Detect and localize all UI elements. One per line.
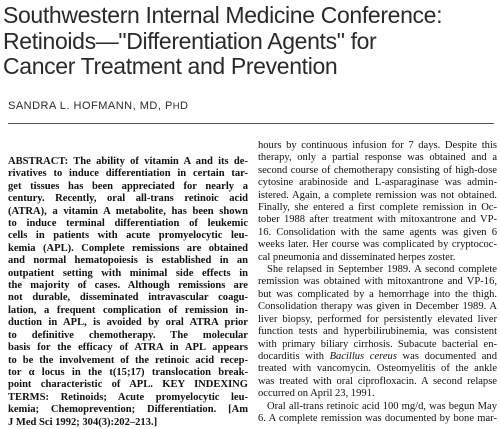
body-line-text: Oral all-trans retinoic acid 100 mg/d, was begun May bbox=[267, 400, 497, 412]
article-title bbox=[3, 3, 497, 80]
body-line: second course of chemotherapy consisting of high-dose bbox=[258, 164, 497, 176]
abstract-line: tor α locus in the t(15;17) translocation break- bbox=[8, 366, 248, 378]
body-line: treated with vancomycin. Osteomyelitis of the ankle bbox=[258, 363, 497, 375]
body-line: remission was obtained with mitoxantrone and VP-16, bbox=[258, 276, 497, 288]
abstract-line: outpatient setting with minimal side effects in bbox=[8, 267, 248, 279]
abstract-line: get tissues has been appreciated for nearly a bbox=[8, 180, 248, 192]
abstract-line: to be the involvement of the retinoic acid recep- bbox=[8, 354, 248, 366]
abstract-line: to induce terminal differentiation of leukemic bbox=[8, 218, 248, 230]
body-line bbox=[258, 264, 497, 276]
body-line: function tests and hyperbilirubinemia, was consistent bbox=[258, 326, 497, 338]
abstract-line: lation, a frequent complication of remission in- bbox=[8, 304, 248, 316]
body-line: Finally, she entered a first complete remission in Oc- bbox=[258, 202, 497, 214]
body-line: cytosine arabinoside and L-asparaginase was admin- bbox=[258, 177, 497, 189]
body-line: istered. Again, a complete remission was not obtained. bbox=[258, 189, 497, 201]
abstract-column bbox=[8, 156, 248, 429]
body-line: but was complicated by a hemorrhage into the thigh. bbox=[258, 288, 497, 300]
abstract-line: the majority of cases. Although remissions are bbox=[8, 280, 248, 292]
organism-name: Bacillus cereus bbox=[329, 350, 397, 362]
abstract-line: and normal hematopoiesis is established in an bbox=[8, 255, 248, 267]
body-line: with primary biliary cirrhosis. Subacute bacterial en- bbox=[258, 338, 497, 350]
body-line: Consolidation therapy was given in December 1989. A bbox=[258, 301, 497, 313]
abstract-line: point characteristic of APL. KEY INDEXING bbox=[8, 379, 248, 391]
body-line: liver biopsy, performed for persistently elevated liver bbox=[258, 313, 497, 325]
abstract-line: kemia; Chemoprevention; Differentiation. [Am bbox=[8, 404, 248, 416]
abstract-line: not durable, disseminated intravascular coagu- bbox=[8, 292, 248, 304]
body-line: tober 1988 after treatment with mitoxantrone and VP- bbox=[258, 214, 497, 226]
abstract-line: rivatives to induce differentiation in certain tar- bbox=[8, 168, 248, 180]
abstract-line: duction in APL, is avoided by oral ATRA prior bbox=[8, 317, 248, 329]
abstract-line: (ATRA), a vitamin A metabolite, has been shown bbox=[8, 205, 248, 217]
header-divider bbox=[8, 123, 494, 124]
abstract-line: to definitive chemotherapy. The molecular bbox=[8, 329, 248, 341]
abstract-line: ABSTRACT: The ability of vitamin A and its de- bbox=[8, 156, 248, 167]
title-line-2: Retinoids—"Differentiation Agents" for bbox=[3, 27, 377, 54]
abstract-line: TERMS: Retinoids; Acute promyelocytic leu- bbox=[8, 391, 248, 403]
body-line: occurred on April 23, 1991. bbox=[258, 388, 375, 400]
abstract-line: basis for the efficacy of ATRA in APL appears bbox=[8, 342, 248, 354]
abstract-line: cells in patients with acute promyelocytic leu- bbox=[8, 230, 248, 242]
body-line: therapy, only a partial response was obtained and a bbox=[258, 152, 497, 164]
body-line-text: She relapsed in September 1989. A second complete bbox=[267, 264, 497, 276]
body-line-text: docarditis with bbox=[258, 350, 330, 362]
abstract-line: J Med Sci 1992; 304(3):202–213.] bbox=[8, 416, 158, 428]
body-line: 6. A complete remission was documented by bone mar- bbox=[258, 412, 497, 424]
abstract-line: kemia (APL). Complete remissions are obtained bbox=[8, 242, 248, 254]
abstract-line: century. Recently, oral all-trans retinoic acid bbox=[8, 193, 248, 205]
title-line-1: Southwestern Internal Medicine Conference: bbox=[3, 2, 443, 28]
author-degree-h: H bbox=[172, 101, 180, 112]
body-line-text: was documented and bbox=[396, 350, 497, 362]
body-line: cal pneumonia and disseminated herpes zoster. bbox=[258, 251, 456, 263]
author-byline bbox=[8, 100, 188, 112]
body-line: was treated with oral ciprofloxacin. A second relapse bbox=[258, 375, 497, 387]
author-degree-d: D bbox=[179, 100, 189, 112]
body-line: weeks later. Her course was complicated by cryptococ- bbox=[258, 239, 497, 251]
body-line bbox=[258, 351, 497, 363]
body-line: 16. Consolidation with the same agents was given 6 bbox=[258, 226, 497, 238]
body-column bbox=[258, 140, 497, 425]
title-line-3: Cancer Treatment and Prevention bbox=[3, 53, 338, 79]
body-line: hours by continuous infusion for 7 days. Despite this bbox=[258, 140, 497, 151]
author-name: SANDRA L. HOFMANN, MD, P bbox=[8, 100, 173, 112]
